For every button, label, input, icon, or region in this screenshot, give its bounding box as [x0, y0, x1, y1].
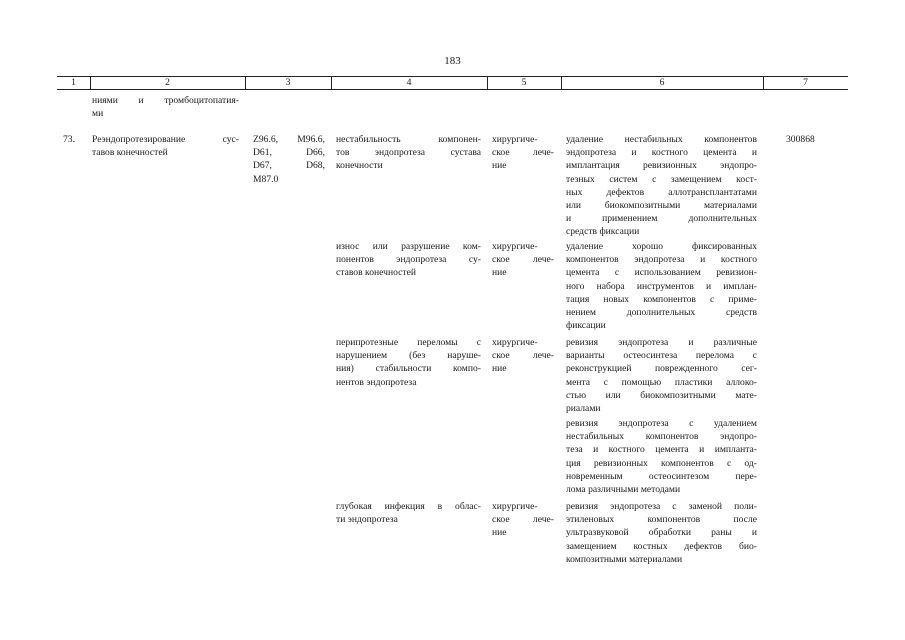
price-value: 300868	[786, 134, 815, 145]
column-number-5: 5	[521, 77, 527, 88]
row-number: 73.	[63, 134, 75, 145]
continuation-text: ниями и тромбоцитопатия- ми	[92, 95, 239, 120]
column-number-7: 7	[803, 77, 808, 88]
procedure-name: Реэндопротезирование сус- тавов конечностей	[92, 134, 239, 159]
table-header-rule	[57, 89, 848, 90]
condition-text: нестабильность компонен- тов эндопротеза сустава конечности	[336, 134, 481, 172]
treatment-method: ревизия эндопротеза и различные варианты остеосинтеза перелома с реконструкцией поврежденного сег- мента с помощью пластики аллоко- стью или биокомпозитными мате- риалами	[566, 337, 757, 415]
treatment-type: хирургиче- ское лече- ние	[492, 337, 554, 375]
page-number: 183	[444, 55, 461, 67]
treatment-type: хирургиче- ское лече- ние	[492, 134, 554, 172]
column-number-3: 3	[285, 77, 291, 88]
condition-text: износ или разрушение ком- понентов эндопротеза су- ставов конечностей	[336, 241, 481, 279]
treatment-method: ревизия эндопротеза с заменой поли- этиленовых компонентов после ультразвуковой обработки раны и замещением костных дефектов био- композитными материалами	[566, 501, 757, 565]
condition-text: перипротезные переломы с нарушением (без наруше- ния) стабильности компо- нентов эндопротеза	[336, 337, 481, 388]
treatment-method: удаление хорошо фиксированных компонентов эндопротеза и костного цемента с использованием ревизион- ного набора инструментов и имплан- тация новых компонентов с приме- нением дополнительных средств фиксации	[566, 241, 757, 332]
column-number-1: 1	[71, 77, 76, 88]
treatment-type: хирургиче- ское лече- ние	[492, 241, 554, 279]
column-number-6: 6	[659, 77, 665, 88]
column-number-4: 4	[406, 77, 412, 88]
column-number-2: 2	[165, 77, 170, 88]
treatment-method: ревизия эндопротеза с удалением нестабильных компонентов эндопро- теза и костного цемента и импланта- ция ревизионных компонентов с од- новременным остеосинтезом пере- лома различными методами	[566, 418, 757, 496]
treatment-type: хирургиче- ское лече- ние	[492, 501, 554, 539]
treatment-method: удаление нестабильных компонентов эндопротеза и костного цемента и имплантация ревизионных эндопро- тезных систем с замещением кост- ных дефектов аллотрансплантатами или биокомпозитными материалами и применением дополнительных средств фиксации	[566, 134, 757, 238]
diagnosis-codes: Z96.6, M96.6, D61, D66, D67, D68, M87.0	[253, 134, 325, 185]
condition-text: глубокая инфекция в облас- ти эндопротеза	[336, 501, 481, 526]
